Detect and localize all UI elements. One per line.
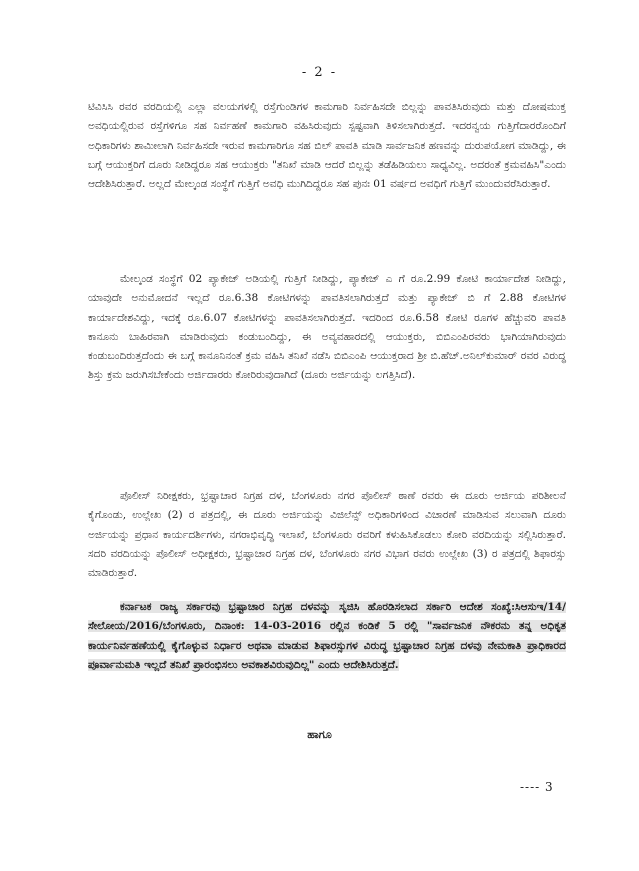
highlighted-text: ಕರ್ನಾಟಕ ರಾಜ್ಯ ಸರ್ಕಾರವು ಭ್ರಷ್ಟಾಚಾರ ನಿಗ್ರಹ ದಳವನ್ನು ಸೃಜಿಸಿ ಹೊರಡಿಸಲಾದ ಸರ್ಕಾರಿ ಆದೇಶ ಸಂಖ್ಯೆ:ಸಿಆಸುಇ/14/ಸೇಲೋಯ/2016/ಬೆಂಗಳೂರು, ದಿನಾಂಕ: 14-03-2016 ರಲ್ಲಿನ ಕಂಡಿಕೆ 5 ರಲ್ಲಿ "ಸಾರ್ವಜನಿಕ ನೌಕರನು ತನ್ನ ಅಧಿಕೃತ ಕಾರ್ಯನಿರ್ವಹಣೆಯಲ್ಲಿ ಕೈಗೊಳ್ಳುವ ನಿರ್ಧಾರ ಅಥವಾ ಮಾಡುವ ಶಿಫಾರಸ್ಸುಗಳ ವಿರುದ್ಧ ಭ್ರಷ್ಟಾಚಾರ ನಿಗ್ರಹ ದಳವು ನೇಮಕಾತಿ ಪ್ರಾಧಿಕಾರದ ಪೂರ್ವಾನುಮತಿ ಇಲ್ಲದೆ ತನಿಖೆ ಪ್ರಾರಂಭಿಸಲು ಅವಕಾಶವಿರುವುದಿಲ್ಲ" ಎಂದು ಆದೇಶಿಸಿರುತ್ತದೆ. xyxy=(88,601,566,671)
closing-word: ಹಾಗೂ xyxy=(307,728,332,741)
paragraph-3: ಪೊಲೀಸ್ ನಿರೀಕ್ಷಕರು, ಭ್ರಷ್ಟಾಚಾರ ನಿಗ್ರಹ ದಳ, ಬೆಂಗಳೂರು ನಗರ ಪೊಲೀಸ್ ಠಾಣೆ ರವರು ಈ ದೂರು ಅರ್ಜಿಯ ಪರಿಶೀಲನೆ ಕೈಗೊಂಡು, ಉಲ್ಲೇಖ (2) ರ ಪತ್ರದಲ್ಲಿ, ಈ ದೂರು ಅರ್ಜಿಯನ್ನು ವಿಜಿಲೆನ್ಸ್ ಅಧಿಕಾರಿಗಳಿಂದ ವಿಚಾರಣೆ ಮಾಡಿಸುವ ಸಲುವಾಗಿ ದೂರು ಅರ್ಜಿಯನ್ನು ಪ್ರಧಾನ ಕಾರ್ಯದರ್ಶಿಗಳು, ನಗರಾಭಿವೃದ್ಧಿ ಇಲಾಖೆ, ಬೆಂಗಳೂರು ರವರಿಗೆ ಕಳುಹಿಸಿಕೊಡಲು ಕೋರಿ ವರದಿಯನ್ನು ಸಲ್ಲಿಸಿರುತ್ತಾರೆ. ಸದರಿ ವರದಿಯನ್ನು ಪೊಲೀಸ್ ಅಧೀಕ್ಷಕರು, ಭ್ರಷ್ಟಾಚಾರ ನಿಗ್ರಹ ದಳ, ಬೆಂಗಳೂರು ನಗರ ವಿಭಾಗ ರವರು ಉಲ್ಲೇಖ (3) ರ ಪತ್ರದಲ್ಲಿ ಶಿಫಾರಸ್ಸು ಮಾಡಿರುತ್ತಾರೆ. xyxy=(88,490,566,580)
paragraph-2: ಮೇಲ್ಕಂಡ ಸಂಸ್ಥೆಗೆ 02 ಪ್ಯಾಕೇಜ್ ಅಡಿಯಲ್ಲಿ ಗುತ್ತಿಗೆ ನೀಡಿದ್ದು, ಪ್ಯಾಕೇಜ್ ಎ ಗೆ ರೂ.2.99 ಕೋಟಿ ಕಾರ್ಯಾದೇಶ ನೀಡಿದ್ದು, ಯಾವುದೇ ಅನುಮೋದನೆ ಇಲ್ಲದೆ ರೂ.6.38 ಕೋಟಿಗಳನ್ನು ಪಾವತಿಸಲಾಗಿರುತ್ತದೆ ಮತ್ತು ಪ್ಯಾಕೇಜ್ ಬಿ ಗೆ 2.88 ಕೋಟಿಗಳ ಕಾರ್ಯಾದೇಶವಿದ್ದು, ಇದಕ್ಕೆ ರೂ.6.07 ಕೋಟಿಗಳನ್ನು ಪಾವತಿಸಲಾಗಿರುತ್ತದೆ. ಇದರಿಂದ ರೂ.6.58 ಕೋಟಿ ರೂಗಳ ಹೆಚ್ಚುವರಿ ಪಾವತಿ ಕಾನೂನು ಬಾಹಿರವಾಗಿ ಮಾಡಿರುವುದು ಕಂಡುಬಂದಿದ್ದು, ಈ ಅವ್ಯವಹಾರದಲ್ಲಿ ಆಯುಕ್ತರು, ಬಿಬಿಎಂಪಿರವರು ಭಾಗಿಯಾಗಿರುವುದು ಕಂಡುಬಂದಿರುತ್ತದೆಂದು ಈ ಬಗ್ಗೆ ಕಾನೂನಿನಂತೆ ಕ್ರಮ ವಹಿಸಿ ತನಿಖೆ ನಡೆಸಿ ಬಿಬಿಎಂಪಿ ಆಯುಕ್ತರಾದ ಶ್ರೀ ಬಿ.ಹೆಚ್.ಅನಿಲ್‌ಕುಮಾರ್ ರವರ ವಿರುದ್ಧ ಶಿಸ್ತು ಕ್ರಮ ಜರುಗಿಸಬೇಕೆಂದು ಅರ್ಜಿದಾರರು ಕೋರಿರುವುದಾಗಿದೆ (ದೂರು ಅರ್ಜಿಯನ್ನು ಲಗತ್ತಿಸಿದೆ). xyxy=(88,273,566,382)
paragraph-1: ಟಿವಿಸಿಸಿ ರವರ ವರದಿಯಲ್ಲಿ ಎಲ್ಲಾ ವಲಯಗಳಲ್ಲಿ ರಸ್ತೆಗುಂಡಿಗಳ ಕಾಮಗಾರಿ ನಿರ್ವಹಿಸದೇ ಬಿಲ್ಲನ್ನು ಪಾವತಿಸಿರುವುದು ಮತ್ತು ದೋಷಮುಕ್ತ ಅವಧಿಯಲ್ಲಿರುವ ರಸ್ತೆಗಳಿಗೂ ಸಹ ನಿರ್ವಹಣೆ ಕಾಮಗಾರಿ ವಹಿಸಿರುವುದು ಸ್ಪಷ್ಟವಾಗಿ ತಿಳಿಸಲಾಗಿರುತ್ತದೆ. ಇದರನ್ವಯ ಗುತ್ತಿಗೆದಾರರೊಂದಿಗೆ ಅಧಿಕಾರಿಗಳು ಶಾಮೀಲಾಗಿ ನಿರ್ವಹಿಸದೇ ಇರುವ ಕಾಮಗಾರಿಗೂ ಸಹ ಬಿಲ್ ಪಾವತಿ ಮಾಡಿ ಸಾರ್ವಜನಿಕ ಹಣವನ್ನು ದುರುಪಯೋಗ ಮಾಡಿದ್ದು, ಈ ಬಗ್ಗೆ ಆಯುಕ್ತರಿಗೆ ದೂರು ನೀಡಿದ್ದರೂ ಸಹ ಆಯುಕ್ತರು "ತನಿಖೆ ಮಾಡಿ ಆದರೆ ಬಿಲ್ಲನ್ನು ತಡೆಹಿಡಿಯಲು ಸಾಧ್ಯವಿಲ್ಲ. ಅದರಂತೆ ಕ್ರಮವಹಿಸಿ"ಎಂದು ಆದೇಶಿಸಿರುತ್ತಾರೆ. ಅಲ್ಲದೆ ಮೇಲ್ಕಂಡ ಸಂಸ್ಥೆಗೆ ಗುತ್ತಿಗೆ ಅವಧಿ ಮುಗಿದಿದ್ದರೂ ಸಹ ಪುನಃ 01 ವರ್ಷದ ಅವಧಿಗೆ ಗುತ್ತಿಗೆ ಮುಂದುವರೆಸಿರುತ್ತಾರೆ. xyxy=(88,101,566,191)
continued-marker: ---- 3 xyxy=(520,780,554,794)
paragraph-4-highlighted xyxy=(88,598,566,675)
page-number: - 2 - xyxy=(301,65,338,80)
